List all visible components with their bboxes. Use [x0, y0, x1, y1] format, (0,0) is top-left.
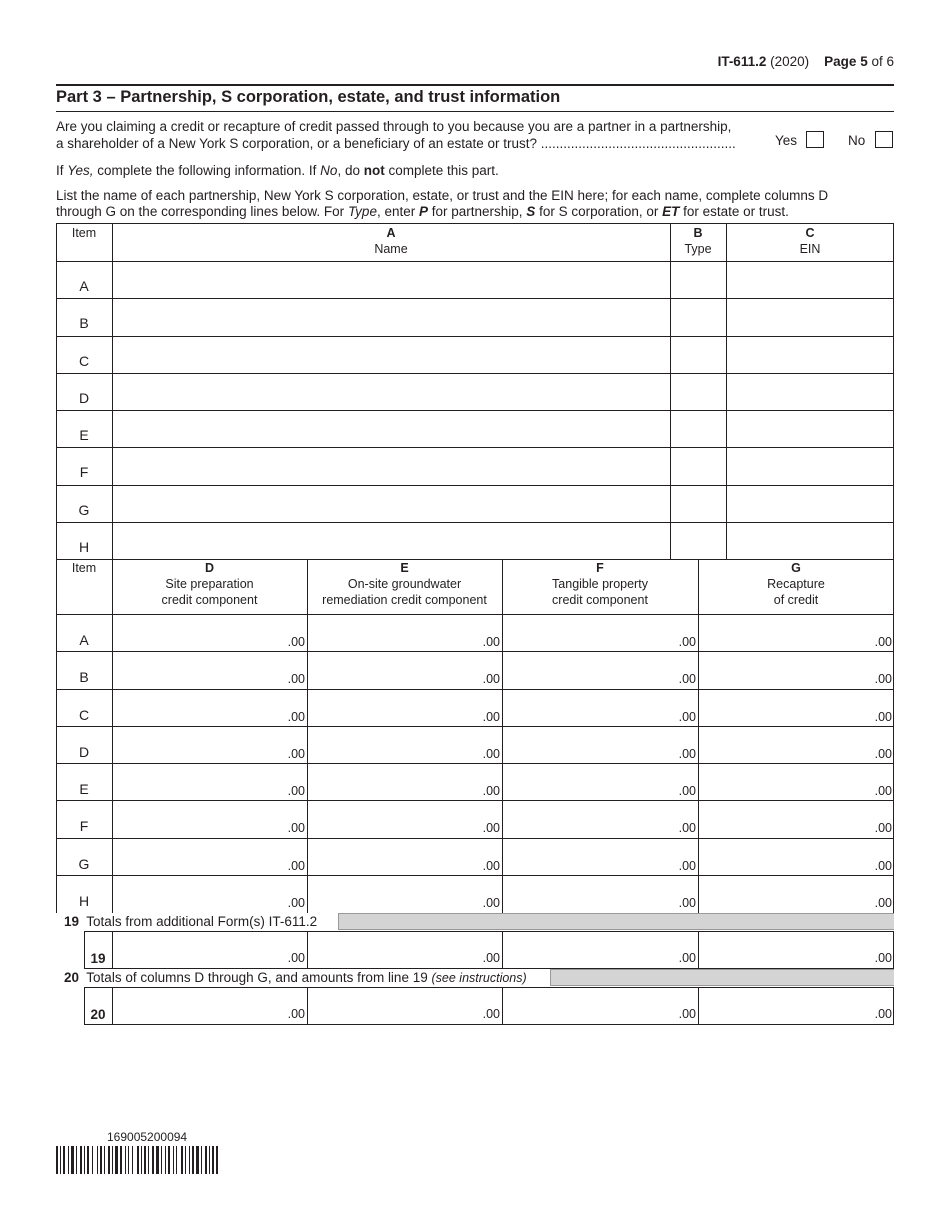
ein-field[interactable] — [727, 486, 893, 521]
col-b-header: B Type — [684, 226, 712, 256]
passthrough-question: Are you claiming a credit or recapture of credit passed through to you because you are a partner in a partnership, a shareholder of a New York S corporation, or a beneficiary of an estate or trust? .................................................... — [56, 119, 736, 151]
groundwater-total[interactable]: .00 — [482, 1007, 500, 1021]
site-prep-total[interactable]: .00 — [287, 951, 305, 965]
site-prep-amount[interactable]: .00 — [287, 821, 305, 836]
type-field[interactable] — [671, 337, 725, 372]
entity-table — [56, 223, 894, 559]
divider — [56, 111, 894, 112]
tangible-property-amount[interactable]: .00 — [678, 746, 696, 761]
recapture-amount[interactable]: .00 — [874, 746, 892, 761]
line-20-label: 20 Totals of columns D through G, and amounts from line 19 (see instructions) — [64, 970, 527, 985]
groundwater-amount[interactable]: .00 — [482, 672, 500, 687]
item-header: Item — [71, 561, 97, 575]
line-19-box-number: 19 — [90, 951, 106, 966]
site-prep-amount[interactable]: .00 — [287, 895, 305, 910]
barcode-number: 169005200094 — [107, 1130, 188, 1144]
site-prep-amount[interactable]: .00 — [287, 672, 305, 687]
type-field[interactable] — [671, 374, 725, 409]
part-title: Part 3 – Partnership, S corporation, estate, and trust information — [56, 88, 561, 106]
ein-field[interactable] — [727, 523, 893, 558]
type-field[interactable] — [671, 448, 725, 483]
tangible-property-total[interactable]: .00 — [678, 951, 696, 965]
tangible-property-amount[interactable]: .00 — [678, 821, 696, 836]
recapture-total[interactable]: .00 — [874, 951, 892, 965]
item-letter: A — [79, 632, 89, 648]
name-field[interactable] — [113, 374, 669, 409]
instruction-complete: If Yes, complete the following information. If No, do not complete this part. — [56, 163, 499, 178]
groundwater-amount[interactable]: .00 — [482, 635, 500, 649]
item-letter: E — [79, 781, 89, 797]
name-field[interactable] — [113, 337, 669, 372]
type-field[interactable] — [671, 262, 725, 297]
item-letter: H — [78, 538, 90, 555]
item-header: Item — [71, 226, 97, 240]
ein-field[interactable] — [727, 299, 893, 334]
recapture-amount[interactable]: .00 — [874, 784, 892, 798]
name-field[interactable] — [113, 448, 669, 483]
name-field[interactable] — [113, 523, 669, 558]
tangible-property-amount[interactable]: .00 — [678, 858, 696, 873]
col-f-header: F Tangible property credit component — [552, 561, 648, 607]
page-of: of 6 — [871, 54, 894, 69]
type-field[interactable] — [671, 523, 725, 558]
page-label: Page 5 — [824, 54, 868, 69]
site-prep-amount[interactable]: .00 — [287, 635, 305, 649]
col-a-header: A Name — [374, 226, 408, 256]
ein-field[interactable] — [727, 374, 893, 409]
credit-table — [56, 559, 894, 913]
item-letter: A — [79, 278, 89, 294]
form-year: (2020) — [770, 54, 810, 69]
tangible-property-amount[interactable]: .00 — [678, 635, 696, 649]
groundwater-total[interactable]: .00 — [482, 951, 500, 965]
ein-field[interactable] — [727, 262, 893, 297]
no-label: No — [848, 133, 866, 148]
shaded-area — [550, 969, 894, 986]
recapture-amount[interactable]: .00 — [874, 672, 892, 687]
type-field[interactable] — [671, 486, 725, 521]
item-letter: H — [78, 892, 90, 909]
item-letter: C — [78, 352, 90, 369]
type-field[interactable] — [671, 299, 725, 334]
item-letter: G — [78, 855, 90, 872]
tangible-property-amount[interactable]: .00 — [678, 784, 696, 798]
tangible-property-amount[interactable]: .00 — [678, 895, 696, 910]
site-prep-amount[interactable]: .00 — [287, 746, 305, 761]
recapture-amount[interactable]: .00 — [874, 895, 892, 910]
line-19-label: 19 Totals from additional Form(s) IT-611.2 — [64, 914, 318, 929]
barcode-icon — [56, 1146, 240, 1174]
ein-field[interactable] — [727, 337, 893, 372]
site-prep-total[interactable]: .00 — [287, 1007, 305, 1021]
col-e-header: E On-site groundwater remediation credit component — [322, 561, 487, 607]
name-field[interactable] — [113, 299, 669, 334]
groundwater-amount[interactable]: .00 — [482, 895, 500, 910]
no-checkbox[interactable] — [875, 131, 893, 148]
tangible-property-amount[interactable]: .00 — [678, 672, 696, 687]
name-field[interactable] — [113, 262, 669, 297]
recapture-total[interactable]: .00 — [874, 1007, 892, 1021]
yes-checkbox[interactable] — [806, 131, 824, 148]
site-prep-amount[interactable]: .00 — [287, 858, 305, 873]
name-field[interactable] — [113, 486, 669, 521]
groundwater-amount[interactable]: .00 — [482, 746, 500, 761]
col-c-header: C EIN — [799, 226, 821, 256]
recapture-amount[interactable]: .00 — [874, 635, 892, 649]
instruction-list: List the name of each partnership, New York S corporation, estate, or trust and the EIN here; for each name, complete columns D through G on the corresponding lines below. For Type, enter P for partnership, S for S corporation, or ET for estate or trust. — [56, 188, 829, 219]
ein-field[interactable] — [727, 411, 893, 446]
shaded-area — [338, 913, 894, 930]
divider — [56, 84, 894, 86]
yes-label: Yes — [775, 133, 798, 148]
item-letter: D — [78, 389, 90, 406]
item-letter: B — [79, 315, 89, 332]
line-20-box-number: 20 — [90, 1007, 106, 1022]
item-letter: E — [79, 427, 89, 443]
groundwater-amount[interactable]: .00 — [482, 709, 500, 724]
groundwater-amount[interactable]: .00 — [482, 784, 500, 798]
type-field[interactable] — [671, 411, 725, 446]
groundwater-amount[interactable]: .00 — [482, 858, 500, 873]
recapture-amount[interactable]: .00 — [874, 709, 892, 724]
tangible-property-amount[interactable]: .00 — [678, 709, 696, 724]
name-field[interactable] — [113, 411, 669, 446]
item-letter: C — [78, 706, 90, 723]
recapture-amount[interactable]: .00 — [874, 858, 892, 873]
groundwater-amount[interactable]: .00 — [482, 821, 500, 836]
col-d-header: D Site preparation credit component — [161, 561, 258, 607]
line-19 — [56, 913, 894, 969]
ein-field[interactable] — [727, 448, 893, 483]
form-header — [718, 54, 894, 69]
item-letter: D — [78, 743, 90, 760]
line-20 — [56, 969, 894, 1025]
tangible-property-total[interactable]: .00 — [678, 1007, 696, 1021]
item-letter: F — [79, 464, 89, 481]
col-g-header: G Recapture of credit — [767, 561, 825, 607]
item-letter: G — [78, 501, 90, 518]
site-prep-amount[interactable]: .00 — [287, 784, 305, 798]
item-letter: F — [79, 818, 89, 835]
form-id: IT-611.2 — [717, 54, 767, 69]
site-prep-amount[interactable]: .00 — [287, 709, 305, 724]
recapture-amount[interactable]: .00 — [874, 821, 892, 836]
item-letter: B — [79, 669, 89, 686]
